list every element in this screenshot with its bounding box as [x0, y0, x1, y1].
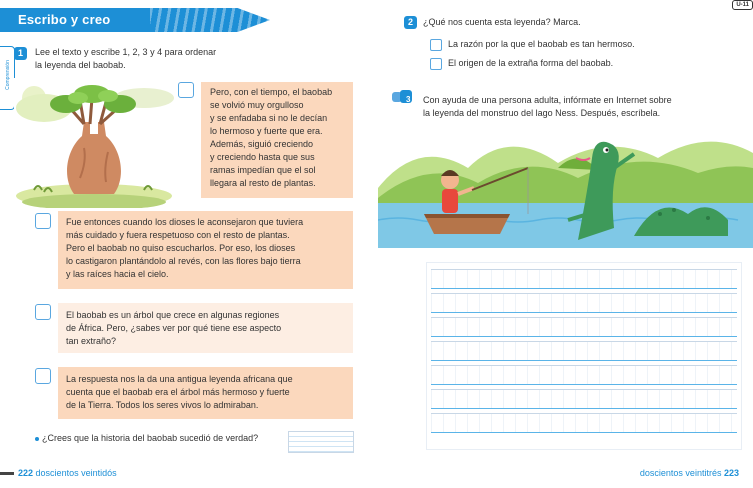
activity3-instruction-line1: Con ayuda de una persona adulta, infórmate en Internet sobre [423, 95, 672, 105]
activity-number-1: 1 [14, 47, 27, 60]
card2-line: Fue entonces cuando los dioses le aconsejaron que tuviera [66, 217, 304, 227]
loch-ness-illustration [378, 128, 753, 248]
card1-line: llegara al resto de plantas. [210, 178, 316, 188]
card1-line: y creciendo hasta que sus [210, 152, 315, 162]
activity-number-2: 2 [404, 16, 417, 29]
card2-line: más cuidado y fuera respetuoso con el resto de plantas. [66, 230, 290, 240]
page-number-left: 222 [18, 468, 34, 478]
activity3-instruction-line2: la leyenda del monstruo del lago Ness. Después, escríbela. [423, 108, 661, 118]
writing-line[interactable] [431, 413, 737, 433]
card1-line: lo hermoso y fuerte que era. [210, 126, 323, 136]
activity2-question: ¿Qué nos cuenta esta leyenda? Marca. [423, 17, 581, 27]
writing-line[interactable] [431, 269, 737, 289]
adult-help-icon [392, 90, 416, 104]
writing-line[interactable] [431, 341, 737, 361]
card1-line: Pero, con el tiempo, el baobab [210, 87, 333, 97]
side-tab-label: Comprensión [5, 60, 11, 90]
activity2-option-2: El origen de la extraña forma del baobab. [448, 58, 614, 68]
footer-left [0, 468, 117, 478]
writing-line[interactable] [431, 317, 737, 337]
order-checkbox-2[interactable] [35, 213, 51, 229]
activity1-instruction-line2: la leyenda del baobab. [35, 60, 126, 70]
card4-line: de la Tierra. Todos los seres vivos lo admiraban. [66, 400, 259, 410]
order-checkbox-4[interactable] [35, 368, 51, 384]
card2-line: y las raíces hacia el cielo. [66, 269, 169, 279]
card2-line: Pero el baobab no quiso escucharlos. Por eso, los dioses [66, 243, 296, 253]
card3-line: El baobab es un árbol que crece en algunas regiones [66, 310, 280, 320]
bullet-icon [35, 437, 39, 441]
writing-area[interactable] [426, 262, 742, 450]
banner-decoration [150, 8, 275, 32]
card3-line: tan extraño? [66, 336, 117, 346]
card1-line: Además, siguió creciendo [210, 139, 314, 149]
card2-line: lo castigaron plantándolo al revés, con las flores bajo tierra [66, 256, 301, 266]
page-word-right: doscientos veintitrés [639, 468, 722, 478]
order-checkbox-1[interactable] [178, 82, 194, 98]
writing-line[interactable] [431, 365, 737, 385]
activity1-question: ¿Crees que la historia del baobab sucedió de verdad? [42, 433, 259, 443]
writing-line[interactable] [431, 389, 737, 409]
option-checkbox-2[interactable] [430, 58, 442, 70]
answer-lines[interactable] [288, 431, 354, 453]
order-checkbox-3[interactable] [35, 304, 51, 320]
unit-tag: U-11 [732, 0, 753, 10]
activity1-instruction-line1: Lee el texto y escribe 1, 2, 3 y 4 para ordenar [35, 47, 217, 57]
activity-number-3: 3 [406, 95, 411, 104]
baobab-illustration [14, 78, 174, 208]
card1-line: se volvió muy orgulloso [210, 100, 304, 110]
activity2-option-1: La razón por la que el baobab es tan hermoso. [448, 39, 635, 49]
card3-line: de África. Pero, ¿sabes ver por qué tiene ese aspecto [66, 323, 282, 333]
writing-line[interactable] [431, 293, 737, 313]
card1-line: ramas impedían que el sol [210, 165, 316, 175]
card1-line: y se enfadaba si no le decían [210, 113, 328, 123]
page-word-left: doscientos veintidós [35, 468, 117, 478]
option-checkbox-1[interactable] [430, 39, 442, 51]
section-title: Escribo y creo [18, 12, 111, 27]
footer-bar-left [0, 472, 14, 475]
footer-right [640, 468, 739, 478]
card4-line: La respuesta nos la da una antigua leyenda africana que [66, 374, 293, 384]
page-number-right: 223 [723, 468, 739, 478]
card4-line: cuenta que el baobab era el árbol más hermoso y fuerte [66, 387, 290, 397]
